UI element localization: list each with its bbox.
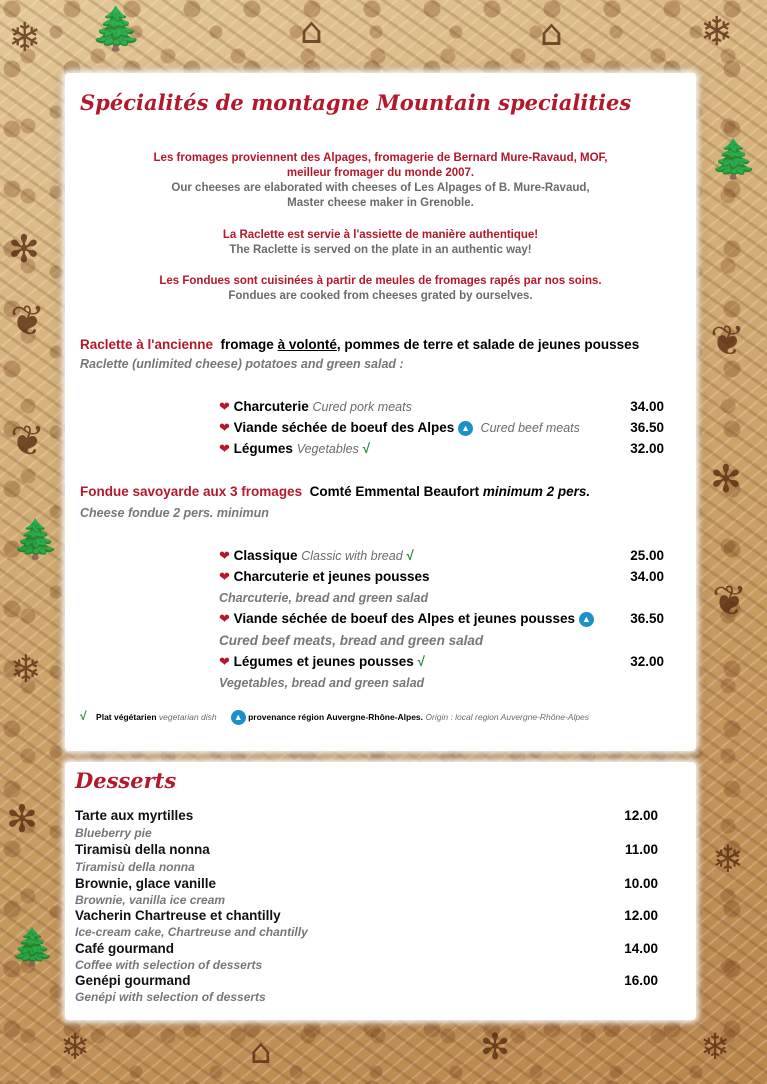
raclette-subtitle: Raclette (unlimited cheese) potatoes and green salad :: [80, 357, 404, 371]
snowflake-icon: ❄: [8, 15, 42, 61]
heart-icon: ❤: [219, 441, 230, 456]
legend-veg-label: Plat végétarien: [96, 712, 157, 722]
dessert-price: 11.00: [624, 842, 658, 857]
dessert-price: 12.00: [624, 808, 658, 823]
heart-icon: ❤: [219, 399, 230, 414]
item-price: 34.00: [630, 569, 664, 584]
pine-tree-icon: 🌲: [710, 137, 758, 181]
dessert-price: 12.00: [624, 908, 658, 923]
heart-icon: ❤: [219, 611, 230, 626]
item-price: 32.00: [630, 654, 664, 669]
item-translation: Vegetables, bread and green salad: [219, 676, 425, 690]
vegetarian-icon: √: [362, 441, 370, 456]
dessert-translation: Blueberry pie: [75, 826, 152, 840]
intro-line: Les Fondues sont cuisinées à partir de meules de fromages rapés par nos soins.: [159, 275, 602, 287]
heart-ornament-icon: ❦: [712, 576, 748, 625]
menu-item: ❤ Charcuterie et jeunes pousses: [219, 569, 430, 584]
desserts-title: Desserts: [75, 768, 177, 793]
item-price: 34.00: [630, 399, 664, 414]
snowflake-icon: ❄: [700, 1027, 731, 1068]
dessert-name: Vacherin Chartreuse et chantilly: [75, 908, 281, 923]
legend: √ Plat végétarien vegetarian dish ▲ provenance région Auvergne-Rhône-Alpes. Origin : local region Auvergne-Rhône-Alpes: [80, 709, 589, 725]
region-icon: ▲: [231, 710, 246, 725]
intro-line: La Raclette est servie à l'assiette de manière authentique!: [222, 229, 539, 241]
snowflake-icon: ❄: [712, 837, 744, 881]
menu-item: ❤ Charcuterie Cured pork meats: [219, 399, 412, 414]
fondue-heading: Fondue savoyarde aux 3 fromages Comté Emmental Beaufort minimum 2 pers.: [80, 484, 591, 499]
region-icon: ▲: [458, 421, 473, 436]
chalet-icon: ⌂: [250, 1032, 272, 1072]
snowflake-icon: ❄: [700, 9, 734, 55]
legend-region-label: provenance région Auvergne-Rhône-Alpes.: [248, 712, 424, 722]
menu-item: ❤ Viande séchée de boeuf des Alpes et jeunes pousses ▲: [219, 611, 594, 627]
dessert-translation: Brownie, vanilla ice cream: [75, 893, 226, 907]
dessert-name: Café gourmand: [75, 941, 175, 956]
heart-ornament-icon: ❦: [710, 316, 746, 365]
heart-icon: ❤: [219, 569, 230, 584]
snowflake-icon: ❄: [10, 647, 42, 691]
raclette-heading: Raclette à l'ancienne fromage à volonté, pommes de terre et salade de jeunes pousses: [80, 337, 640, 352]
pine-tree-icon: 🌲: [90, 4, 143, 53]
heart-icon: ❤: [219, 420, 230, 435]
vegetarian-icon: √: [80, 709, 87, 723]
pine-tree-icon: 🌲: [12, 517, 60, 561]
item-price: 36.50: [630, 420, 664, 435]
heart-icon: ❤: [219, 548, 230, 563]
unlimited-label: à volonté: [277, 337, 337, 352]
menu-item: ❤ Classique Classic with bread √: [219, 548, 414, 563]
snowflake-icon: ✻: [8, 227, 40, 271]
snowflake-icon: ✻: [480, 1027, 511, 1068]
region-icon: ▲: [579, 612, 594, 627]
intro-line: Master cheese maker in Grenoble.: [287, 197, 474, 209]
vegetarian-icon: √: [417, 654, 425, 669]
mountain-specialities-panel: [65, 73, 696, 751]
menu-item: ❤ Légumes Vegetables √: [219, 441, 370, 456]
heart-ornament-icon: ❦: [10, 416, 46, 465]
dessert-name: Brownie, glace vanille: [75, 876, 217, 891]
desserts-panel: [65, 762, 696, 1020]
snowflake-icon: ❄: [60, 1027, 91, 1068]
fondue-subtitle: Cheese fondue 2 pers. minimun: [80, 506, 269, 520]
dessert-name: Genépi gourmand: [75, 973, 191, 988]
dessert-price: 14.00: [624, 941, 658, 956]
intro-line: meilleur fromager du monde 2007.: [286, 167, 475, 179]
intro-line: The Raclette is served on the plate in an authentic way!: [229, 244, 532, 256]
chalet-icon: ⌂: [540, 13, 563, 54]
item-translation: Cured beef meats, bread and green salad: [219, 633, 484, 648]
intro-line: Our cheeses are elaborated with cheeses of Les Alpages of B. Mure-Ravaud,: [171, 182, 590, 194]
item-price: 36.50: [630, 611, 664, 626]
snowflake-icon: ✻: [710, 457, 742, 501]
menu-item: ❤ Viande séchée de boeuf des Alpes ▲ Cured beef meats: [219, 420, 580, 435]
vegetarian-icon: √: [406, 548, 414, 563]
fondue-name: Fondue savoyarde aux 3 fromages: [80, 484, 303, 499]
dessert-translation: Ice-cream cake, Chartreuse and chantilly: [75, 925, 308, 939]
dessert-price: 10.00: [624, 876, 658, 891]
intro-line: Les fromages proviennent des Alpages, fromagerie de Bernard Mure-Ravaud, MOF,: [153, 152, 608, 164]
pine-tree-icon: 🌲: [10, 927, 55, 968]
heart-icon: ❤: [219, 654, 230, 669]
heart-ornament-icon: ❦: [10, 296, 46, 345]
item-translation: Charcuterie, bread and green salad: [219, 591, 429, 605]
item-price: 32.00: [630, 441, 664, 456]
menu-item: ❤ Légumes et jeunes pousses √: [219, 654, 425, 669]
dessert-translation: Coffee with selection of desserts: [75, 958, 263, 972]
page-title: Spécialités de montagne Mountain specialities: [80, 90, 632, 115]
dessert-price: 16.00: [624, 973, 658, 988]
dessert-name: Tiramisù della nonna: [75, 842, 210, 857]
intro-line: Fondues are cooked from cheeses grated by ourselves.: [228, 290, 533, 302]
raclette-name: Raclette à l'ancienne: [80, 337, 214, 352]
chalet-icon: ⌂: [300, 11, 323, 52]
item-price: 25.00: [630, 548, 664, 563]
snowflake-icon: ✻: [6, 797, 38, 841]
dessert-translation: Genépi with selection of desserts: [75, 990, 266, 1004]
dessert-translation: Tiramisù della nonna: [75, 860, 195, 874]
dessert-name: Tarte aux myrtilles: [75, 808, 194, 823]
